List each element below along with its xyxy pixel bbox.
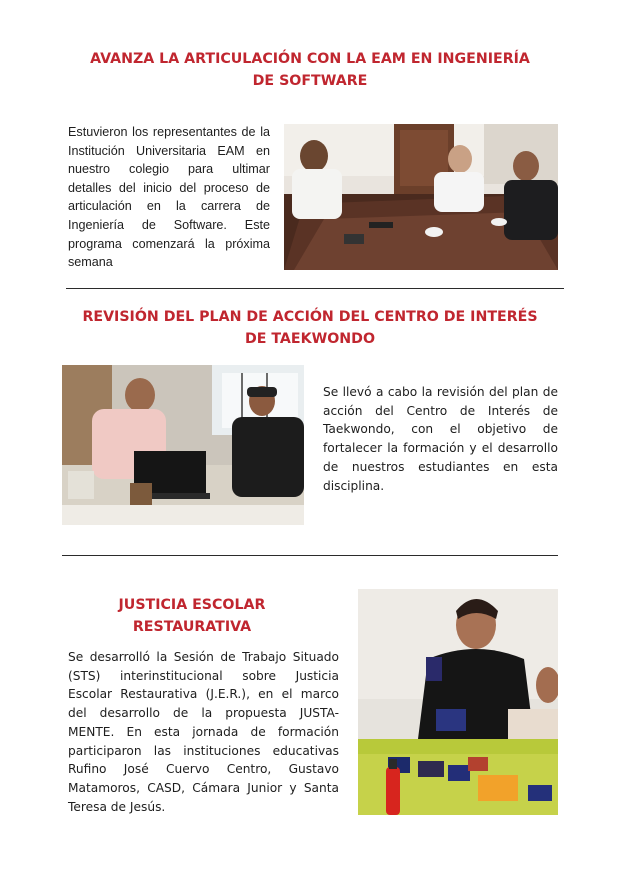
section-1-title — [40, 48, 580, 92]
section-2-body: Se llevó a cabo la revisión del plan de acción del Centro de Interés de Taekwondo, con el objetivo de fortalecer la formación y el desarrollo de nuestros estudiantes en esta disciplina. — [323, 385, 558, 493]
section-2-title-line1: REVISIÓN DEL PLAN DE ACCIÓN DEL CENTRO DE INTERÉS — [82, 309, 538, 325]
section-3-title — [66, 594, 318, 638]
section-3-title-line2: RESTAURATIVA — [132, 619, 252, 635]
office-photo — [62, 365, 304, 525]
section-2-title — [40, 306, 580, 350]
workshop-photo — [358, 589, 558, 815]
divider-2 — [62, 555, 558, 556]
section-1-body: Estuvieron los representantes de la Institución Universitaria EAM en nuestro colegio para ultimar detalles del inicio del proceso de articulación en la carrera de Ingeniería de Software. Este programa comenzará la próxima semana — [68, 125, 270, 270]
section-1-title-line1: AVANZA LA ARTICULACIÓN CON LA EAM EN INGENIERÍA — [90, 51, 530, 67]
section-1-title-line2: DE SOFTWARE — [252, 73, 368, 89]
divider-1 — [66, 288, 564, 289]
meeting-photo — [284, 124, 558, 270]
section-2-title-line2: DE TAEKWONDO — [244, 331, 376, 347]
section-3-body: Se desarrolló la Sesión de Trabajo Situado (STS) interinstitucional sobre Justicia Escolar Restaurativa (J.E.R.), en el marco del desarrollo de la propuesta JUSTA-MENTE. En esta jornada de formación participaron las instituciones educativas Rufino José Cuervo Centro, Gustavo Matamoros, CASD, Cámara Junior y Santa Teresa de Jesús. — [68, 650, 339, 814]
section-3-title-line1: JUSTICIA ESCOLAR — [118, 597, 266, 613]
